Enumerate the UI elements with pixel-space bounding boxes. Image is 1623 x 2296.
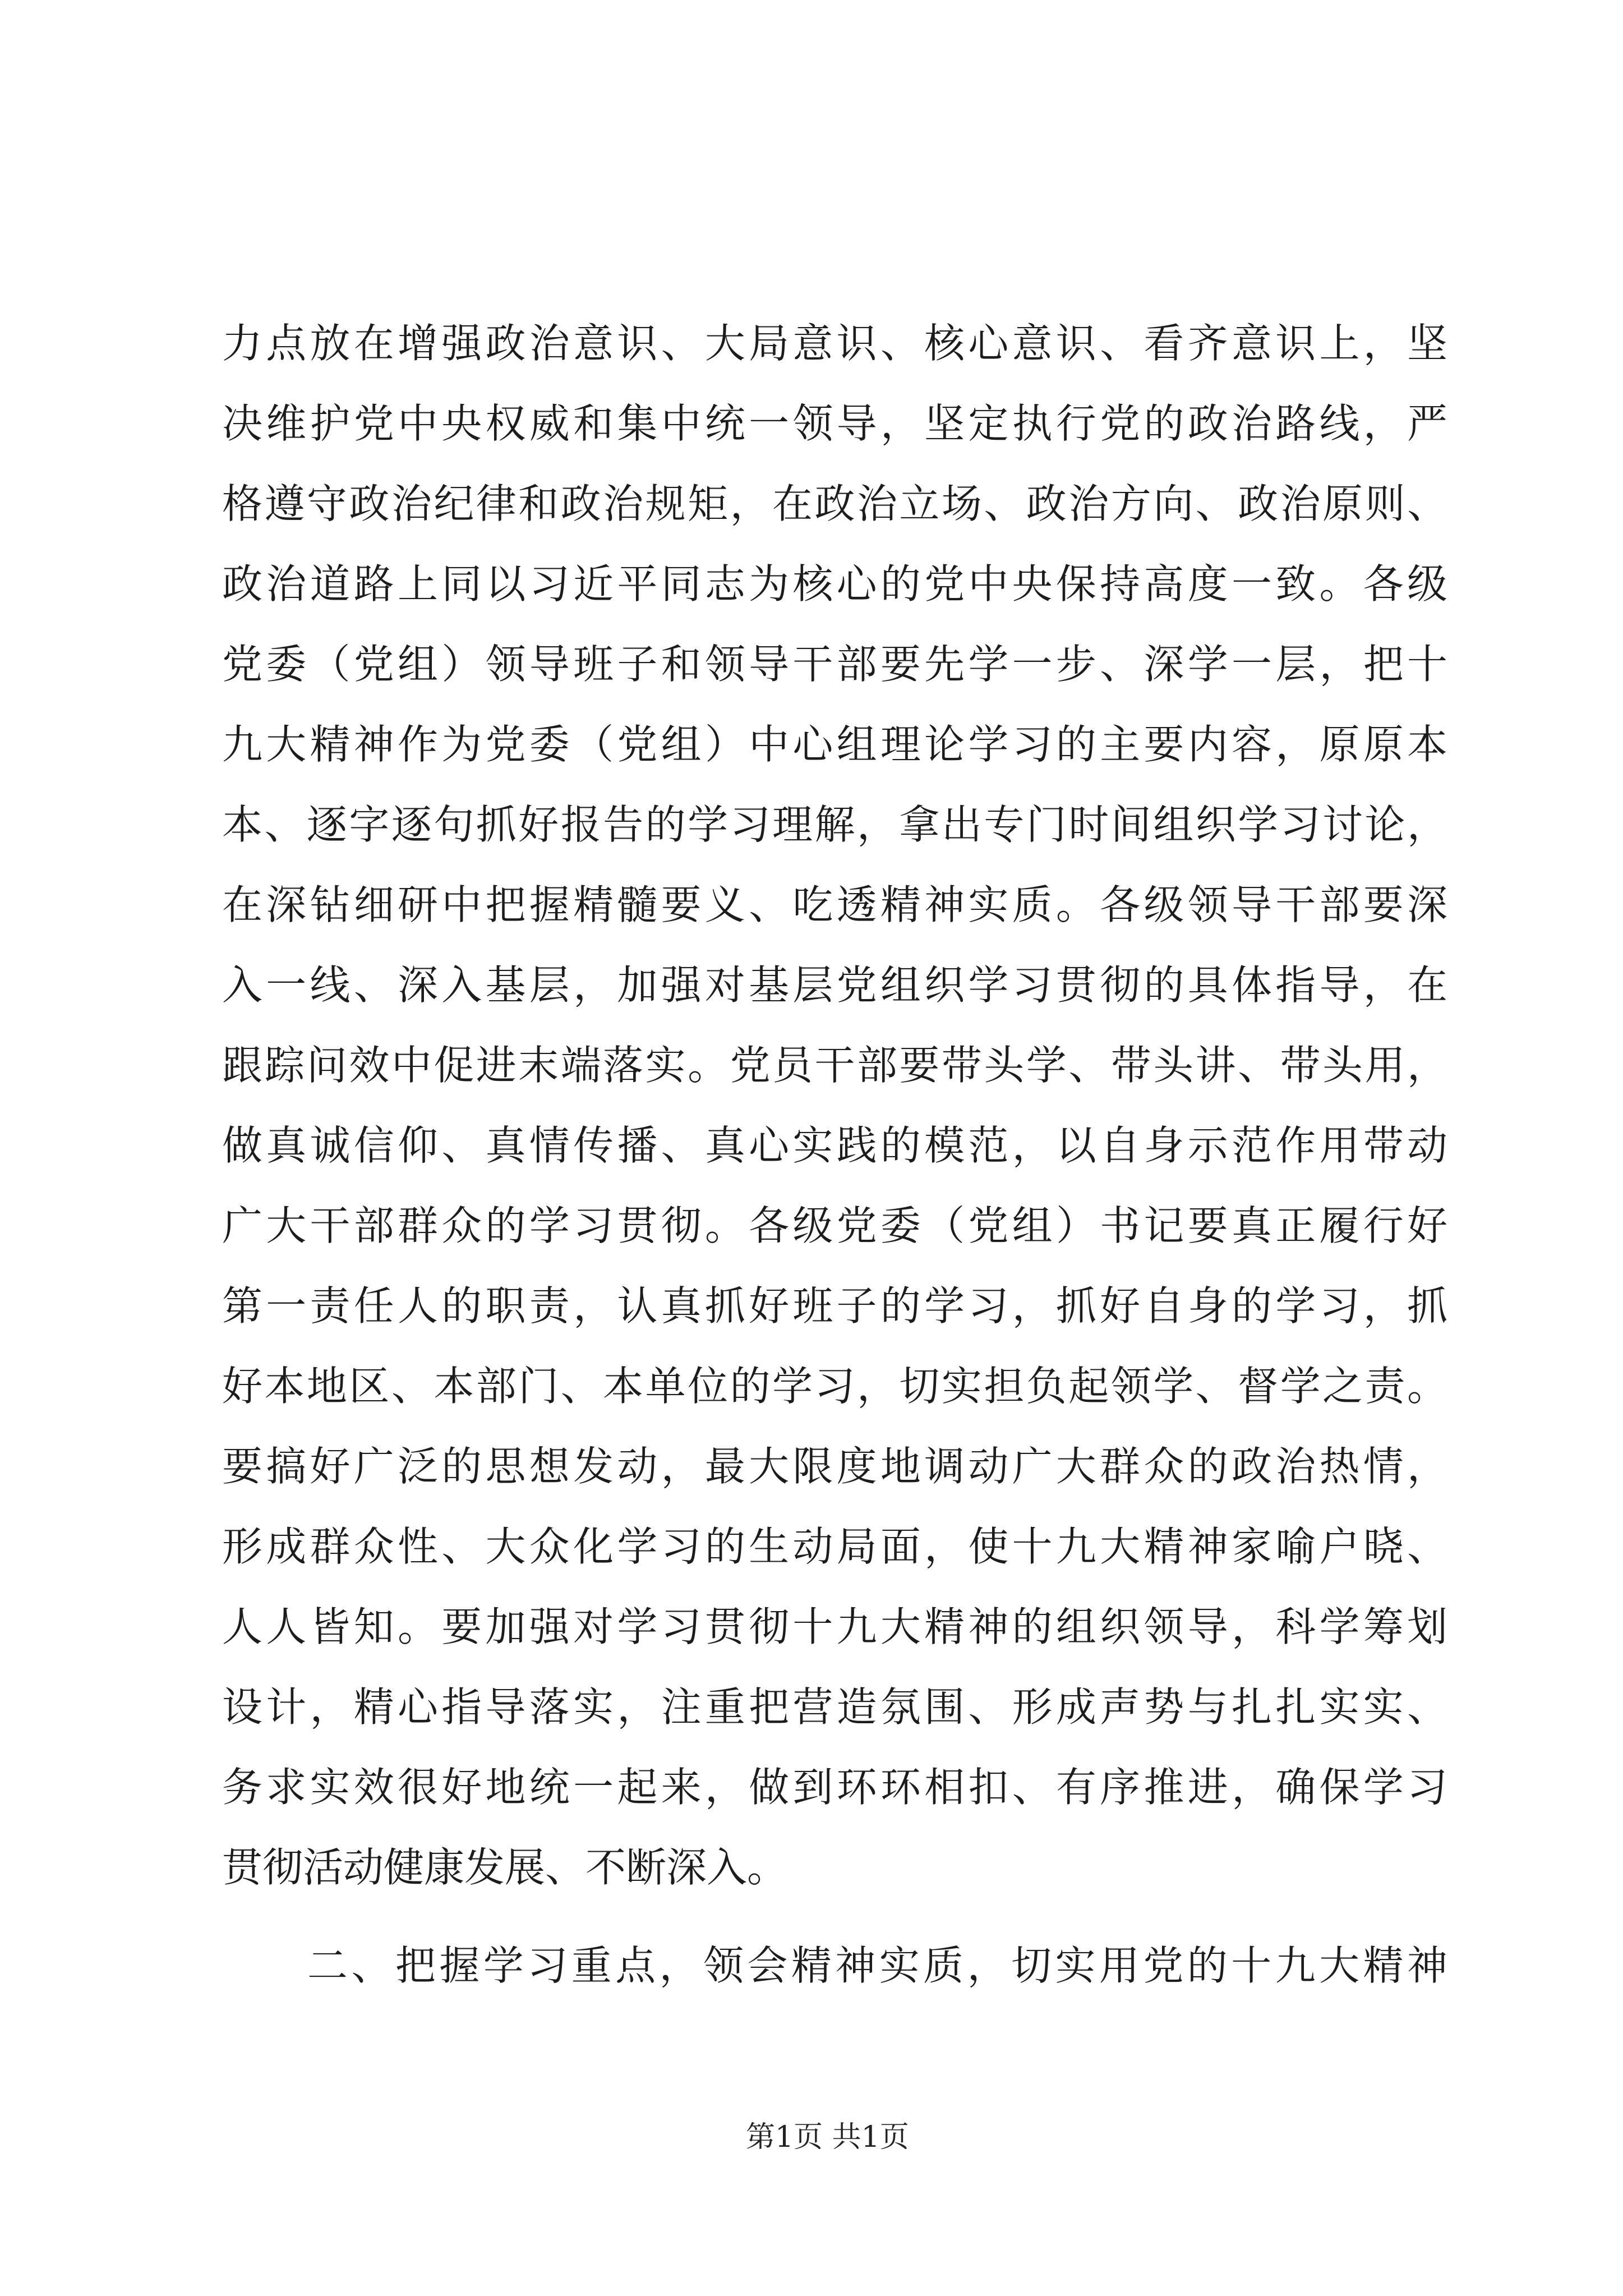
- text-line: 在深钻细研中把握精髓要义、吃透精神实质。各级领导干部要深: [222, 881, 1447, 928]
- text-line: 务求实效很好地统一起来，做到环环相扣、有序推进，确保学习: [222, 1764, 1447, 1811]
- text-line: 九大精神作为党委（党组）中心组理论学习的主要内容，原原本: [222, 721, 1447, 768]
- text-line: 第一责任人的职责，认真抓好班子的学习，抓好自身的学习，抓: [222, 1282, 1447, 1329]
- text-line: 跟踪问效中促进末端落实。党员干部要带头学、带头讲、带头用，: [222, 1042, 1447, 1089]
- text-line: 决维护党中央权威和集中统一领导，坚定执行党的政治路线，严: [222, 400, 1447, 447]
- document-body: [222, 303, 1447, 2006]
- text-line: 做真诚信仰、真情传播、真心实践的模范，以自身示范作用带动: [222, 1122, 1447, 1169]
- text-line: 人人皆知。要加强对学习贯彻十九大精神的组织领导，科学筹划: [222, 1603, 1447, 1650]
- text-line: 设计，精心指导落实，注重把营造氛围、形成声势与扎扎实实、: [222, 1683, 1447, 1731]
- text-line: 格遵守政治纪律和政治规矩，在政治立场、政治方向、政治原则、: [222, 480, 1447, 527]
- text-line: 形成群众性、大众化学习的生动局面，使十九大精神家喻户晓、: [222, 1523, 1447, 1570]
- text-line: 好本地区、本部门、本单位的学习，切实担负起领学、督学之责。: [222, 1363, 1447, 1410]
- text-line: 贯彻活动健康发展、不断深入。: [222, 1844, 788, 1891]
- text-line: 本、逐字逐句抓好报告的学习理解，拿出专门时间组织学习讨论，: [222, 801, 1447, 848]
- text-line: 入一线、深入基层，加强对基层党组织学习贯彻的具体指导，在: [222, 961, 1447, 1009]
- text-line: 政治道路上同以习近平同志为核心的党中央保持高度一致。各级: [222, 560, 1447, 608]
- paragraph: [222, 303, 1447, 1908]
- text-line: 力点放在增强政治意识、大局意识、核心意识、看齐意识上，坚: [222, 320, 1447, 367]
- text-line: 党委（党组）领导班子和领导干部要先学一步、深学一层，把十: [222, 641, 1447, 688]
- section-heading-paragraph: [222, 1926, 1447, 2006]
- text-line: 广大干部群众的学习贯彻。各级党委（党组）书记要真正履行好: [222, 1202, 1447, 1249]
- page-footer: 第1页 共1页: [746, 2120, 909, 2154]
- text-line: 要搞好广泛的思想发动，最大限度地调动广大群众的政治热情，: [222, 1443, 1447, 1490]
- text-line: 二、把握学习重点，领会精神实质，切实用党的十九大精神: [307, 1942, 1447, 1989]
